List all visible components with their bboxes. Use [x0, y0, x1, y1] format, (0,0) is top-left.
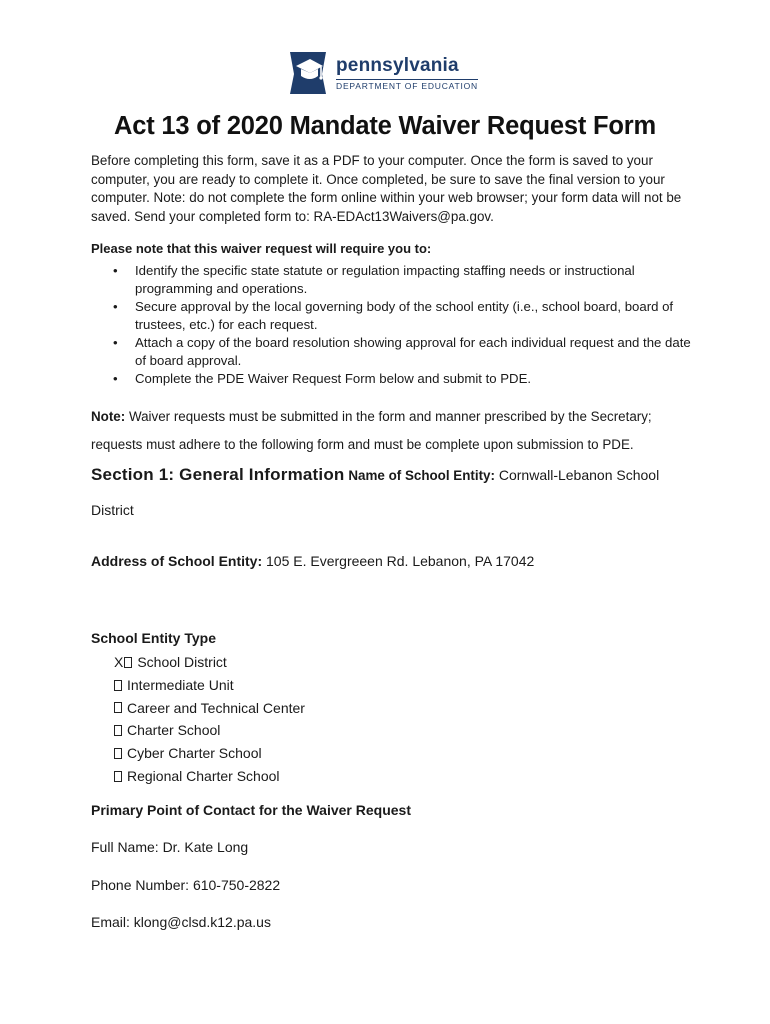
checkbox-icon[interactable]	[114, 702, 122, 713]
requirements-list	[91, 262, 691, 388]
contact-heading: Primary Point of Contact for the Waiver Request	[91, 802, 411, 818]
contact-email[interactable]: Email: klong@clsd.k12.pa.us	[91, 914, 271, 930]
section-title: Section 1: General Information	[91, 465, 345, 484]
contact-phone[interactable]: Phone Number: 610-750-2822	[91, 877, 281, 893]
entity-name-label: Name of School Entity:	[348, 468, 495, 483]
logo-name: pennsylvania	[336, 55, 459, 76]
option-label: Intermediate Unit	[127, 676, 234, 693]
entity-type-option-intermediate-unit[interactable]	[114, 674, 305, 697]
entity-type-heading: School Entity Type	[91, 630, 216, 646]
address-value[interactable]: 105 E. Evergreeen Rd. Lebanon, PA 17042	[262, 553, 535, 569]
checkbox-icon[interactable]	[114, 771, 122, 782]
requirement-item: • Complete the PDE Waiver Request Form below and submit to PDE.	[91, 370, 691, 388]
address-label: Address of School Entity:	[91, 553, 263, 569]
page-title: Act 13 of 2020 Mandate Waiver Request Form	[114, 112, 656, 140]
option-label: Regional Charter School	[127, 767, 280, 784]
note-label: Note:	[91, 409, 126, 424]
entity-name-value[interactable]: Cornwall-Lebanon School District	[91, 467, 660, 518]
logo-department: DEPARTMENT OF EDUCATION	[336, 81, 478, 91]
requirement-item: • Attach a copy of the board resolution showing approval for each individual request and the date of board approval.	[91, 334, 691, 370]
requirement-item: • Secure approval by the local governing body of the school entity (i.e., school board, board of trustees, etc.) for each request.	[91, 298, 691, 334]
note-text: Waiver requests must be submitted in the form and manner prescribed by the Secretary; requests must adhere to the following form and must be complete upon submission to PDE.	[91, 409, 652, 452]
selected-mark: X	[114, 654, 124, 670]
entity-type-option-school-district[interactable]	[114, 651, 305, 674]
entity-type-option-career-technical[interactable]	[114, 697, 305, 720]
entity-type-option-regional-charter[interactable]	[114, 765, 305, 788]
option-label: Cyber Charter School	[127, 745, 262, 762]
submission-note	[91, 403, 691, 459]
keystone-graduation-cap-icon	[286, 50, 330, 96]
intro-paragraph	[91, 152, 691, 226]
entity-type-option-cyber-charter[interactable]	[114, 742, 305, 765]
requirement-item: • Identify the specific state statute or regulation impacting staffing needs or instructional programming and operations.	[91, 262, 691, 298]
entity-type-options	[114, 651, 305, 788]
intro-text: Before completing this form, save it as a PDF to your computer. Once the form is saved to your computer, you are ready to complete it. Once completed, be sure to save the final version to your computer. Note: do not complete the form online within your web browser; your form data will not be saved. Send your completed form to: RA-EDAct13Waivers@pa.gov.	[91, 153, 682, 224]
checkbox-icon[interactable]	[114, 680, 122, 691]
option-label: School District	[137, 654, 227, 670]
section-general-information	[91, 458, 691, 527]
checkbox-icon[interactable]	[114, 748, 122, 759]
option-label: Career and Technical Center	[127, 699, 305, 716]
requirements-heading: Please note that this waiver request will require you to:	[91, 241, 432, 256]
checkbox-icon[interactable]	[114, 725, 122, 736]
address-row	[91, 553, 534, 569]
contact-full-name[interactable]: Full Name: Dr. Kate Long	[91, 839, 249, 855]
pde-logo	[286, 50, 478, 96]
entity-type-option-charter[interactable]	[114, 719, 305, 742]
checkbox-icon[interactable]	[124, 657, 132, 668]
option-label: Charter School	[127, 722, 221, 739]
